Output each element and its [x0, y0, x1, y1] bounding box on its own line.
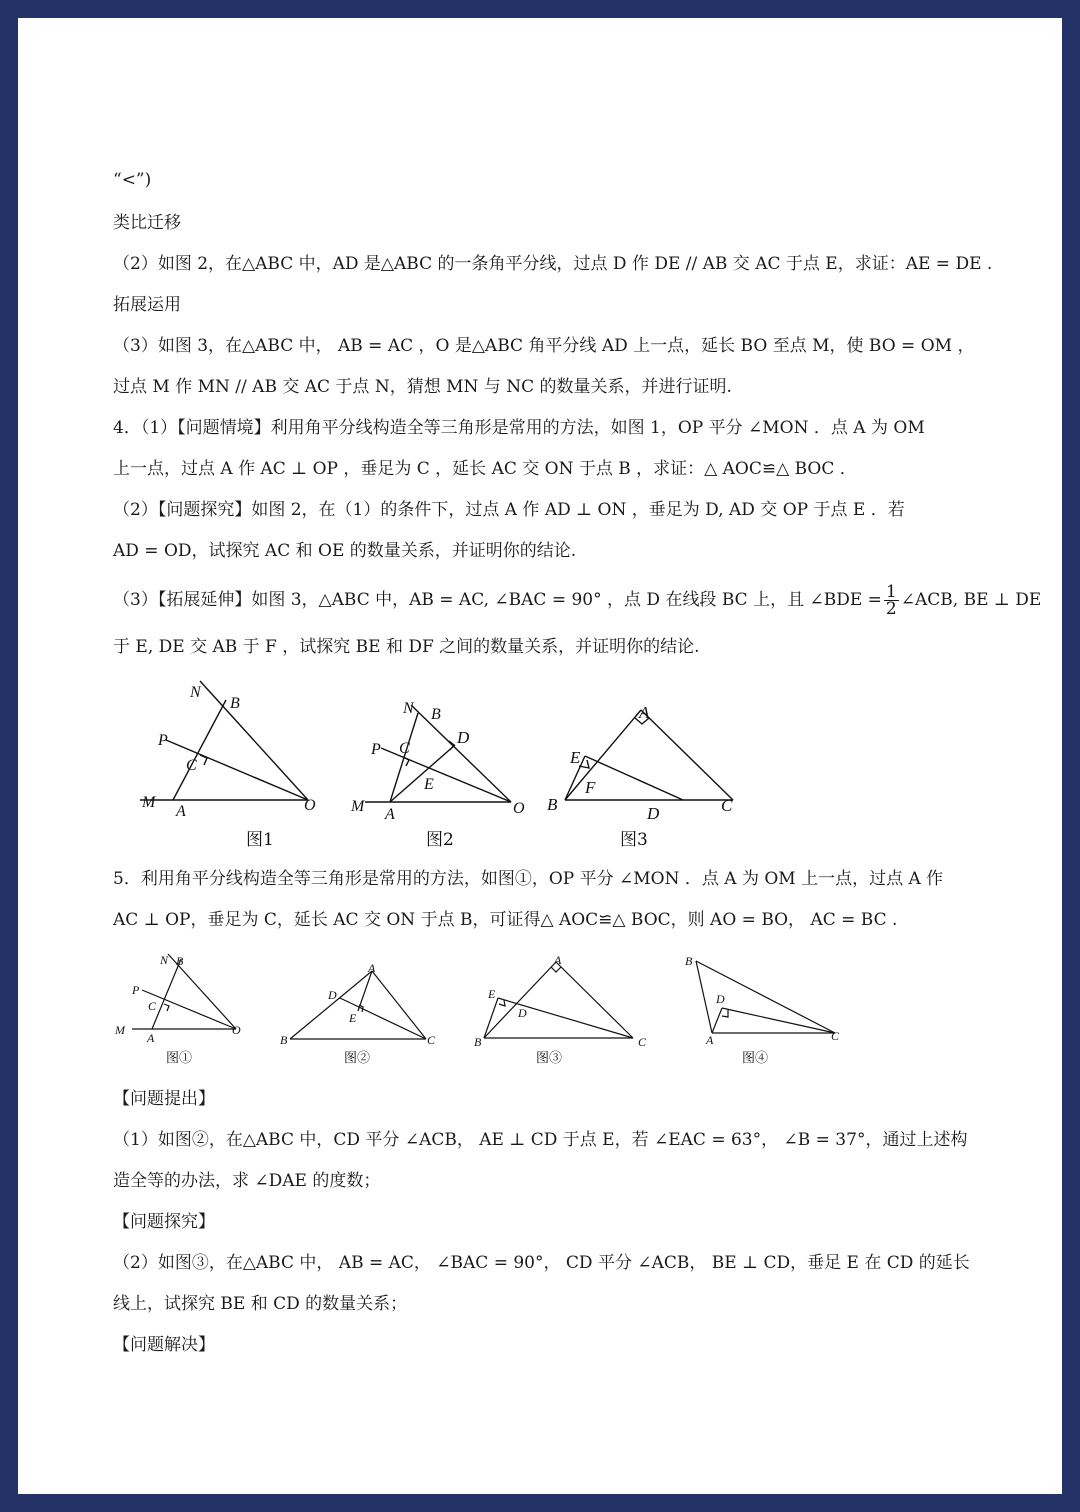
- label-M: M: [115, 1023, 125, 1037]
- label-E: E: [349, 1011, 357, 1025]
- text-line-with-fraction: [113, 584, 1041, 617]
- label-N: N: [190, 684, 201, 701]
- figure-caption: 图1: [246, 830, 274, 848]
- text-line: （2）【问题探究】如图 2，在（1）的条件下，过点 A 作 AD ⊥ ON ，垂足为 D, AD 交 OP 于点 E ．若: [113, 500, 905, 520]
- section-heading: 【问题提出】: [113, 1089, 215, 1109]
- label-P: P: [132, 983, 140, 997]
- label-D: D: [518, 1006, 527, 1020]
- text-segment: （3）【拓展延伸】如图 3，△ABC 中，AB = AC, ∠BAC = 90° ，点 D 在线段 BC 上，且 ∠BDE =: [113, 590, 882, 610]
- label-P: P: [158, 732, 168, 749]
- label-E: E: [570, 748, 581, 767]
- text-segment: ∠ACB, BE ⊥ DE: [900, 590, 1042, 610]
- text-line: （2）如图 2，在△ABC 中，AD 是△ABC 的一条角平分线，过点 D 作 DE // AB 交 AC 于点 E，求证：AE = DE .: [113, 254, 993, 274]
- label-C: C: [638, 1035, 647, 1049]
- fraction-numerator: 1: [885, 582, 897, 602]
- label-D: D: [457, 728, 470, 747]
- label-O: O: [304, 797, 316, 814]
- text-line: （2）如图③，在△ABC 中， AB = AC， ∠BAC = 90°， CD 平分 ∠ACB， BE ⊥ CD，垂足 E 在 CD 的延长: [113, 1253, 970, 1273]
- figure-caption: 图④: [742, 1051, 769, 1066]
- fraction: [884, 584, 899, 617]
- label-B: B: [547, 795, 558, 814]
- label-M: M: [351, 798, 365, 815]
- label-C: C: [427, 1033, 436, 1047]
- text-line: “<”): [113, 170, 152, 190]
- label-A: A: [385, 806, 395, 823]
- label-C: C: [399, 740, 410, 757]
- label-F: F: [585, 778, 596, 797]
- label-A: A: [147, 1031, 155, 1045]
- label-B: B: [474, 1035, 482, 1049]
- label-B: B: [230, 695, 240, 712]
- label-D: D: [328, 988, 337, 1002]
- label-E: E: [488, 987, 496, 1001]
- label-D: D: [647, 804, 660, 823]
- text-line: AC ⊥ OP，垂足为 C，延长 AC 交 ON 于点 B，可证得△ AOC≌△ BOC，则 AO = BO， AC = BC .: [113, 910, 898, 930]
- question-5-line: 5．利用角平分线构造全等三角形是常用的方法，如图①，OP 平分 ∠MON ．点 A 为 OM 上一点，过点 A 作: [113, 869, 944, 889]
- figure-circled-1: [110, 936, 260, 1071]
- document-page: [18, 18, 1062, 1494]
- figure-circled-3: [468, 936, 668, 1071]
- label-B: B: [176, 954, 184, 968]
- question-4-line: 4．（1）【问题情境】利用角平分线构造全等三角形是常用的方法，如图 1，OP 平分 ∠MON ．点 A 为 OM: [113, 418, 925, 438]
- label-B: B: [280, 1033, 288, 1047]
- figure-3: [543, 688, 773, 848]
- label-A: A: [639, 703, 650, 722]
- label-O: O: [232, 1023, 241, 1037]
- figure-caption: 图①: [166, 1051, 193, 1066]
- text-line: 造全等的办法，求 ∠DAE 的度数；: [113, 1171, 381, 1191]
- figure-caption: 图③: [536, 1051, 563, 1066]
- label-M: M: [142, 794, 156, 811]
- figure-1: [128, 663, 328, 848]
- figure-caption: 图②: [344, 1051, 371, 1066]
- figure-caption: 图3: [620, 830, 648, 848]
- label-P: P: [371, 741, 381, 758]
- label-A: A: [706, 1033, 714, 1047]
- text-line: 上一点，过点 A 作 AC ⊥ OP ，垂足为 C ，延长 AC 交 ON 于点 B ，求证：△ AOC≌△ BOC ．: [113, 459, 857, 479]
- section-heading: 【问题解决】: [113, 1335, 215, 1355]
- text-line: 线上，试探究 BE 和 CD 的数量关系；: [113, 1294, 408, 1314]
- label-O: O: [513, 800, 525, 817]
- label-C: C: [831, 1029, 840, 1043]
- figure-2: [333, 683, 543, 848]
- section-heading: 类比迁移: [113, 213, 181, 233]
- label-C: C: [721, 796, 733, 815]
- label-N: N: [160, 953, 169, 967]
- text-line: 过点 M 作 MN // AB 交 AC 于点 N，猜想 MN 与 NC 的数量关系，并进行证明.: [113, 377, 732, 397]
- label-E: E: [424, 776, 434, 793]
- section-heading: 【问题探究】: [113, 1212, 215, 1232]
- label-B: B: [685, 954, 693, 968]
- label-A: A: [554, 953, 562, 967]
- figure-caption: 图2: [426, 830, 454, 848]
- text-line: （1）如图②，在△ABC 中，CD 平分 ∠ACB， AE ⊥ CD 于点 E，若 ∠EAC = 63°， ∠B = 37°，通过上述构: [113, 1130, 968, 1150]
- label-C: C: [186, 757, 197, 774]
- text-line: 于 E, DE 交 AB 于 F ，试探究 BE 和 DF 之间的数量关系，并证明你的结论.: [113, 637, 700, 657]
- text-line: （3）如图 3，在△ABC 中， AB = AC ，O 是△ABC 角平分线 AD 上一点，延长 BO 至点 M，使 BO = OM ，: [113, 336, 975, 356]
- label-D: D: [716, 992, 725, 1006]
- label-C: C: [148, 999, 157, 1013]
- figure-circled-2: [276, 944, 451, 1069]
- label-A: A: [368, 961, 376, 975]
- fraction-denominator: 2: [885, 599, 897, 619]
- text-line: AD = OD，试探究 AC 和 OE 的数量关系，并证明你的结论.: [113, 541, 577, 561]
- label-B: B: [431, 706, 441, 723]
- figure-circled-4: [678, 936, 858, 1071]
- label-A: A: [176, 803, 186, 820]
- label-N: N: [403, 700, 414, 717]
- section-heading: 拓展运用: [113, 295, 181, 315]
